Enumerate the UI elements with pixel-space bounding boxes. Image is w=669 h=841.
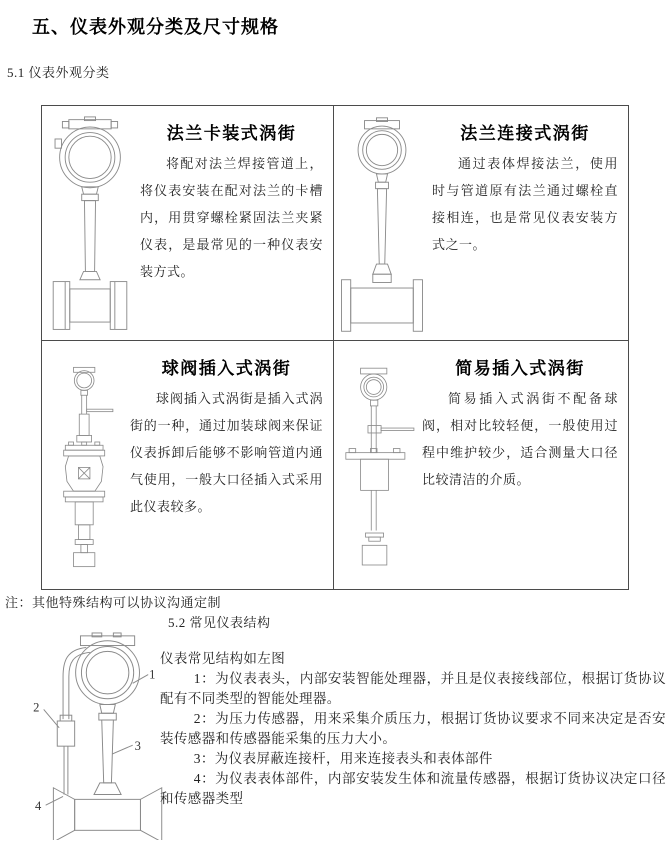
page-title: 五、仪表外观分类及尺寸规格 bbox=[32, 17, 279, 37]
wafer-vortex-flowmeter-icon bbox=[42, 106, 138, 340]
table-cell-flange-clamp bbox=[42, 106, 334, 341]
table-cell-flange-connection bbox=[334, 106, 628, 341]
flanged-vortex-flowmeter-icon bbox=[334, 106, 430, 340]
structure-description-block bbox=[160, 649, 666, 809]
structure-item-4: 4：为仪表表体部件，内部安装发生体和流量传感器，根据订货协议决定口径和传感器类型 bbox=[160, 771, 666, 806]
table-cell-ball-valve-insertion bbox=[42, 341, 334, 589]
cell-title-flange-clamp: 法兰卡装式涡街 bbox=[166, 124, 297, 143]
ball-valve-insertion-vortex-icon bbox=[42, 341, 128, 589]
table-cell-simple-insertion bbox=[334, 341, 628, 589]
cell-description-ball-valve-insertion: 球阀插入式涡街是插入式涡街的一种，通过加装球阀来保证仪表拆卸后能够不影响管道内通气使用，一般大口径插入式采用此仪表较多。 bbox=[130, 391, 323, 514]
section-5-1-heading: 5.1 仪表外观分类 bbox=[7, 65, 110, 80]
classification-table bbox=[41, 105, 629, 590]
structure-item-3: 3：为仪表屏蔽连接杆，用来连接表头和表体部件 bbox=[193, 751, 493, 766]
section-5-2-heading: 5.2 常见仪表结构 bbox=[168, 615, 271, 630]
cell-title-ball-valve-insertion: 球阀插入式涡街 bbox=[161, 359, 292, 378]
note-text: 注：其他特殊结构可以协议沟通定制 bbox=[5, 595, 222, 610]
cell-description-simple-insertion: 简易插入式涡街不配备球阀，相对比较轻便，一般使用过程中维护较少，适合测量大口径比较清洁的介质。 bbox=[422, 391, 618, 487]
cell-title-flange-connection: 法兰连接式涡街 bbox=[460, 124, 590, 143]
callout-1: 1 bbox=[149, 667, 156, 682]
simple-insertion-vortex-icon bbox=[334, 341, 420, 589]
callout-3: 3 bbox=[134, 739, 141, 754]
cell-title-simple-insertion: 简易插入式涡街 bbox=[455, 359, 585, 378]
callout-2: 2 bbox=[33, 700, 40, 715]
structure-item-2: 2：为压力传感器，用来采集介质压力，根据订货协议要求不同来决定是否安装传感器和传感器能采集的压力大小。 bbox=[160, 711, 666, 746]
callout-4: 4 bbox=[35, 799, 42, 814]
cell-description-flange-connection: 通过表体焊接法兰，使用时与管道原有法兰通过螺栓直接相连，也是常见仪表安装方式之一。 bbox=[432, 156, 618, 252]
instrument-structure-diagram bbox=[22, 632, 167, 840]
structure-intro: 仪表常见结构如左图 bbox=[160, 651, 286, 666]
cell-description-flange-clamp: 将配对法兰焊接管道上，将仪表安装在配对法兰的卡槽内，用贯穿螺栓紧固法兰夹紧仪表，是最常见的一种仪表安装方式。 bbox=[140, 156, 323, 279]
structure-item-1: 1：为仪表表头，内部安装智能处理器，并且是仪表接线部位，根据订货协议配有不同类型的智能处理器。 bbox=[160, 671, 666, 706]
